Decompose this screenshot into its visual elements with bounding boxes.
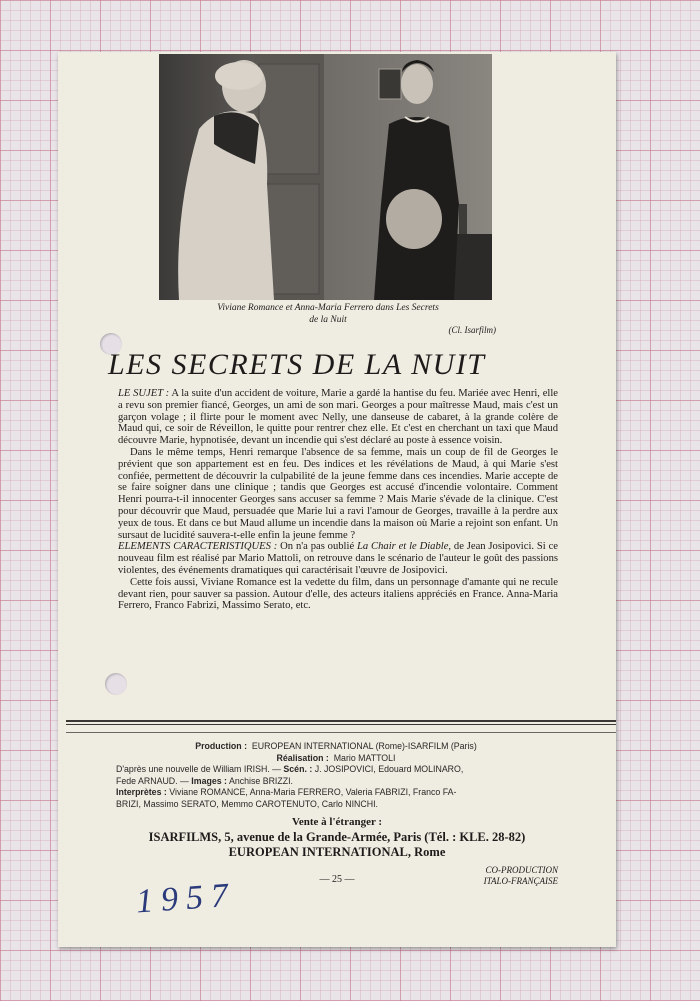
- foreign-sales-heading: Vente à l'étranger :: [291, 816, 383, 828]
- sales-address-2: EUROPEAN INTERNATIONAL, Rome: [228, 845, 446, 859]
- credit-scenario: D'après une nouvelle de William IRISH. — Scén. : J. JOSIPOVICI, Edouard MOLINARO,: [116, 764, 464, 774]
- photo-caption-line-2: de la Nuit: [309, 315, 347, 325]
- sujet-paragraph-1: [118, 388, 558, 447]
- foreign-sales-address: [58, 830, 616, 860]
- punch-hole-bottom: [105, 673, 127, 695]
- production-credits: [116, 741, 556, 810]
- photo-caption-line-1: Viviane Romance et Anna-Maria Ferrero dans Les Secrets: [217, 303, 439, 313]
- credit-interpretes-cont: BRIZI, Massimo SERATO, Memmo CAROTENUTO, Carlo NINCHI.: [116, 798, 378, 809]
- film-still-illustration: [159, 54, 492, 300]
- sujet-lead: LE SUJET :: [118, 388, 170, 399]
- elements-film-ref: La Chair et le Diable: [357, 541, 449, 553]
- photo-caption: [158, 302, 498, 326]
- elements-paragraph-2: Cette fois aussi, Viviane Romance est la vedette du film, dans un personnage d'amante qui ne recule devant rien, pour sauver sa passion. Autour d'elle, des acteurs italiens appréciés en France. Anna-Maria Ferrero, Franco Fabrizi, Massimo Serato, etc.: [118, 576, 558, 612]
- film-title: LES SECRETS DE LA NUIT: [108, 348, 486, 381]
- divider-rule-3: [66, 732, 616, 733]
- elements-text-1b: , de Jean Josipovici. Si ce nouveau film est réalisé par Mario Mattoli, on retrouve dans le scénario de l'auteur le goût des passions violentes, des événements dramatiques qui caractérisait l'œuvre de Josipovici.: [118, 541, 558, 576]
- elements-paragraph-1: [118, 541, 558, 576]
- film-still-photo: [159, 54, 492, 300]
- sujet-paragraph-2: Dans le même temps, Henri remarque l'absence de sa femme, mais un coup de fil de Georges le prévient que son appartement est en feu. Des indices et les révélations de Maud, à qui Marie s'est confiée, permettent de découvrir la culpabilité de la jeune femme dans ces incendies. Marie accepte de se faire soigner dans une clinique ; tandis que Georges est accusé d'incendie volontaire. Comment Henri pourra-t-il innocenter Georges sans accuser sa femme ? Mais Marie s'évade de la clinique. C'est pour découvrir que Maud, persuadée que Marie lui a ravi l'amour de Georges, travaille à la perdre aux yeux de tous. Et dans ce but Maud allume un incendie dans la maison où Marie a rejoint son enfant. Un sursaut de lucidité sauvera-t-elle enfin la jeune femme ?: [118, 446, 558, 541]
- divider-rule-2: [66, 724, 616, 725]
- credit-images: Fede ARNAUD. — Images : Anchise BRIZZI.: [116, 775, 293, 786]
- handwritten-year: 1957: [134, 876, 238, 921]
- photo-credit: (Cl. Isarfilm): [448, 325, 496, 335]
- elements-text-1a: On n'a pas oublié: [280, 541, 357, 553]
- synopsis-text: [118, 388, 558, 612]
- elements-lead: ELEMENTS CARACTERISTIQUES :: [118, 541, 278, 553]
- page-number: — 25 —: [319, 874, 355, 885]
- coproduction-note: CO-PRODUCTION ITALO-FRANÇAISE: [483, 865, 558, 886]
- credit-realisation: Réalisation : Mario MATTOLI: [276, 752, 396, 763]
- divider-rule-1: [66, 720, 616, 722]
- film-sheet: [58, 52, 616, 947]
- credit-production: Production : EUROPEAN INTERNATIONAL (Rome)-ISARFILM (Paris): [195, 741, 477, 751]
- sales-address-1: ISARFILMS, 5, avenue de la Grande-Armée, Paris (Tél. : KLE. 28-82): [148, 830, 526, 844]
- sujet-text-1: A la suite d'un accident de voiture, Marie a gardé la hantise du feu. Mariée avec Henri, elle a revu son premier fiancé, Georges, un ami de son mari. Georges a pour maîtresse Maud, mais c'est un garçon volage ; il flirte pour le moment avec Nelly, une danseuse de cabaret, à la grande colère de Maud qui, ce soir de Réveillon, le quitte pour rentrer chez elle. Et c'est en cherchant un taxi que Maud découvre Marie, hypnotisée, devant un incendie qui s'est déclaré au poste à essence voisin.: [118, 388, 558, 447]
- credit-interpretes: Interprètes : Viviane ROMANCE, Anna-Maria FERRERO, Valeria FABRIZI, Franco FA-: [116, 787, 457, 797]
